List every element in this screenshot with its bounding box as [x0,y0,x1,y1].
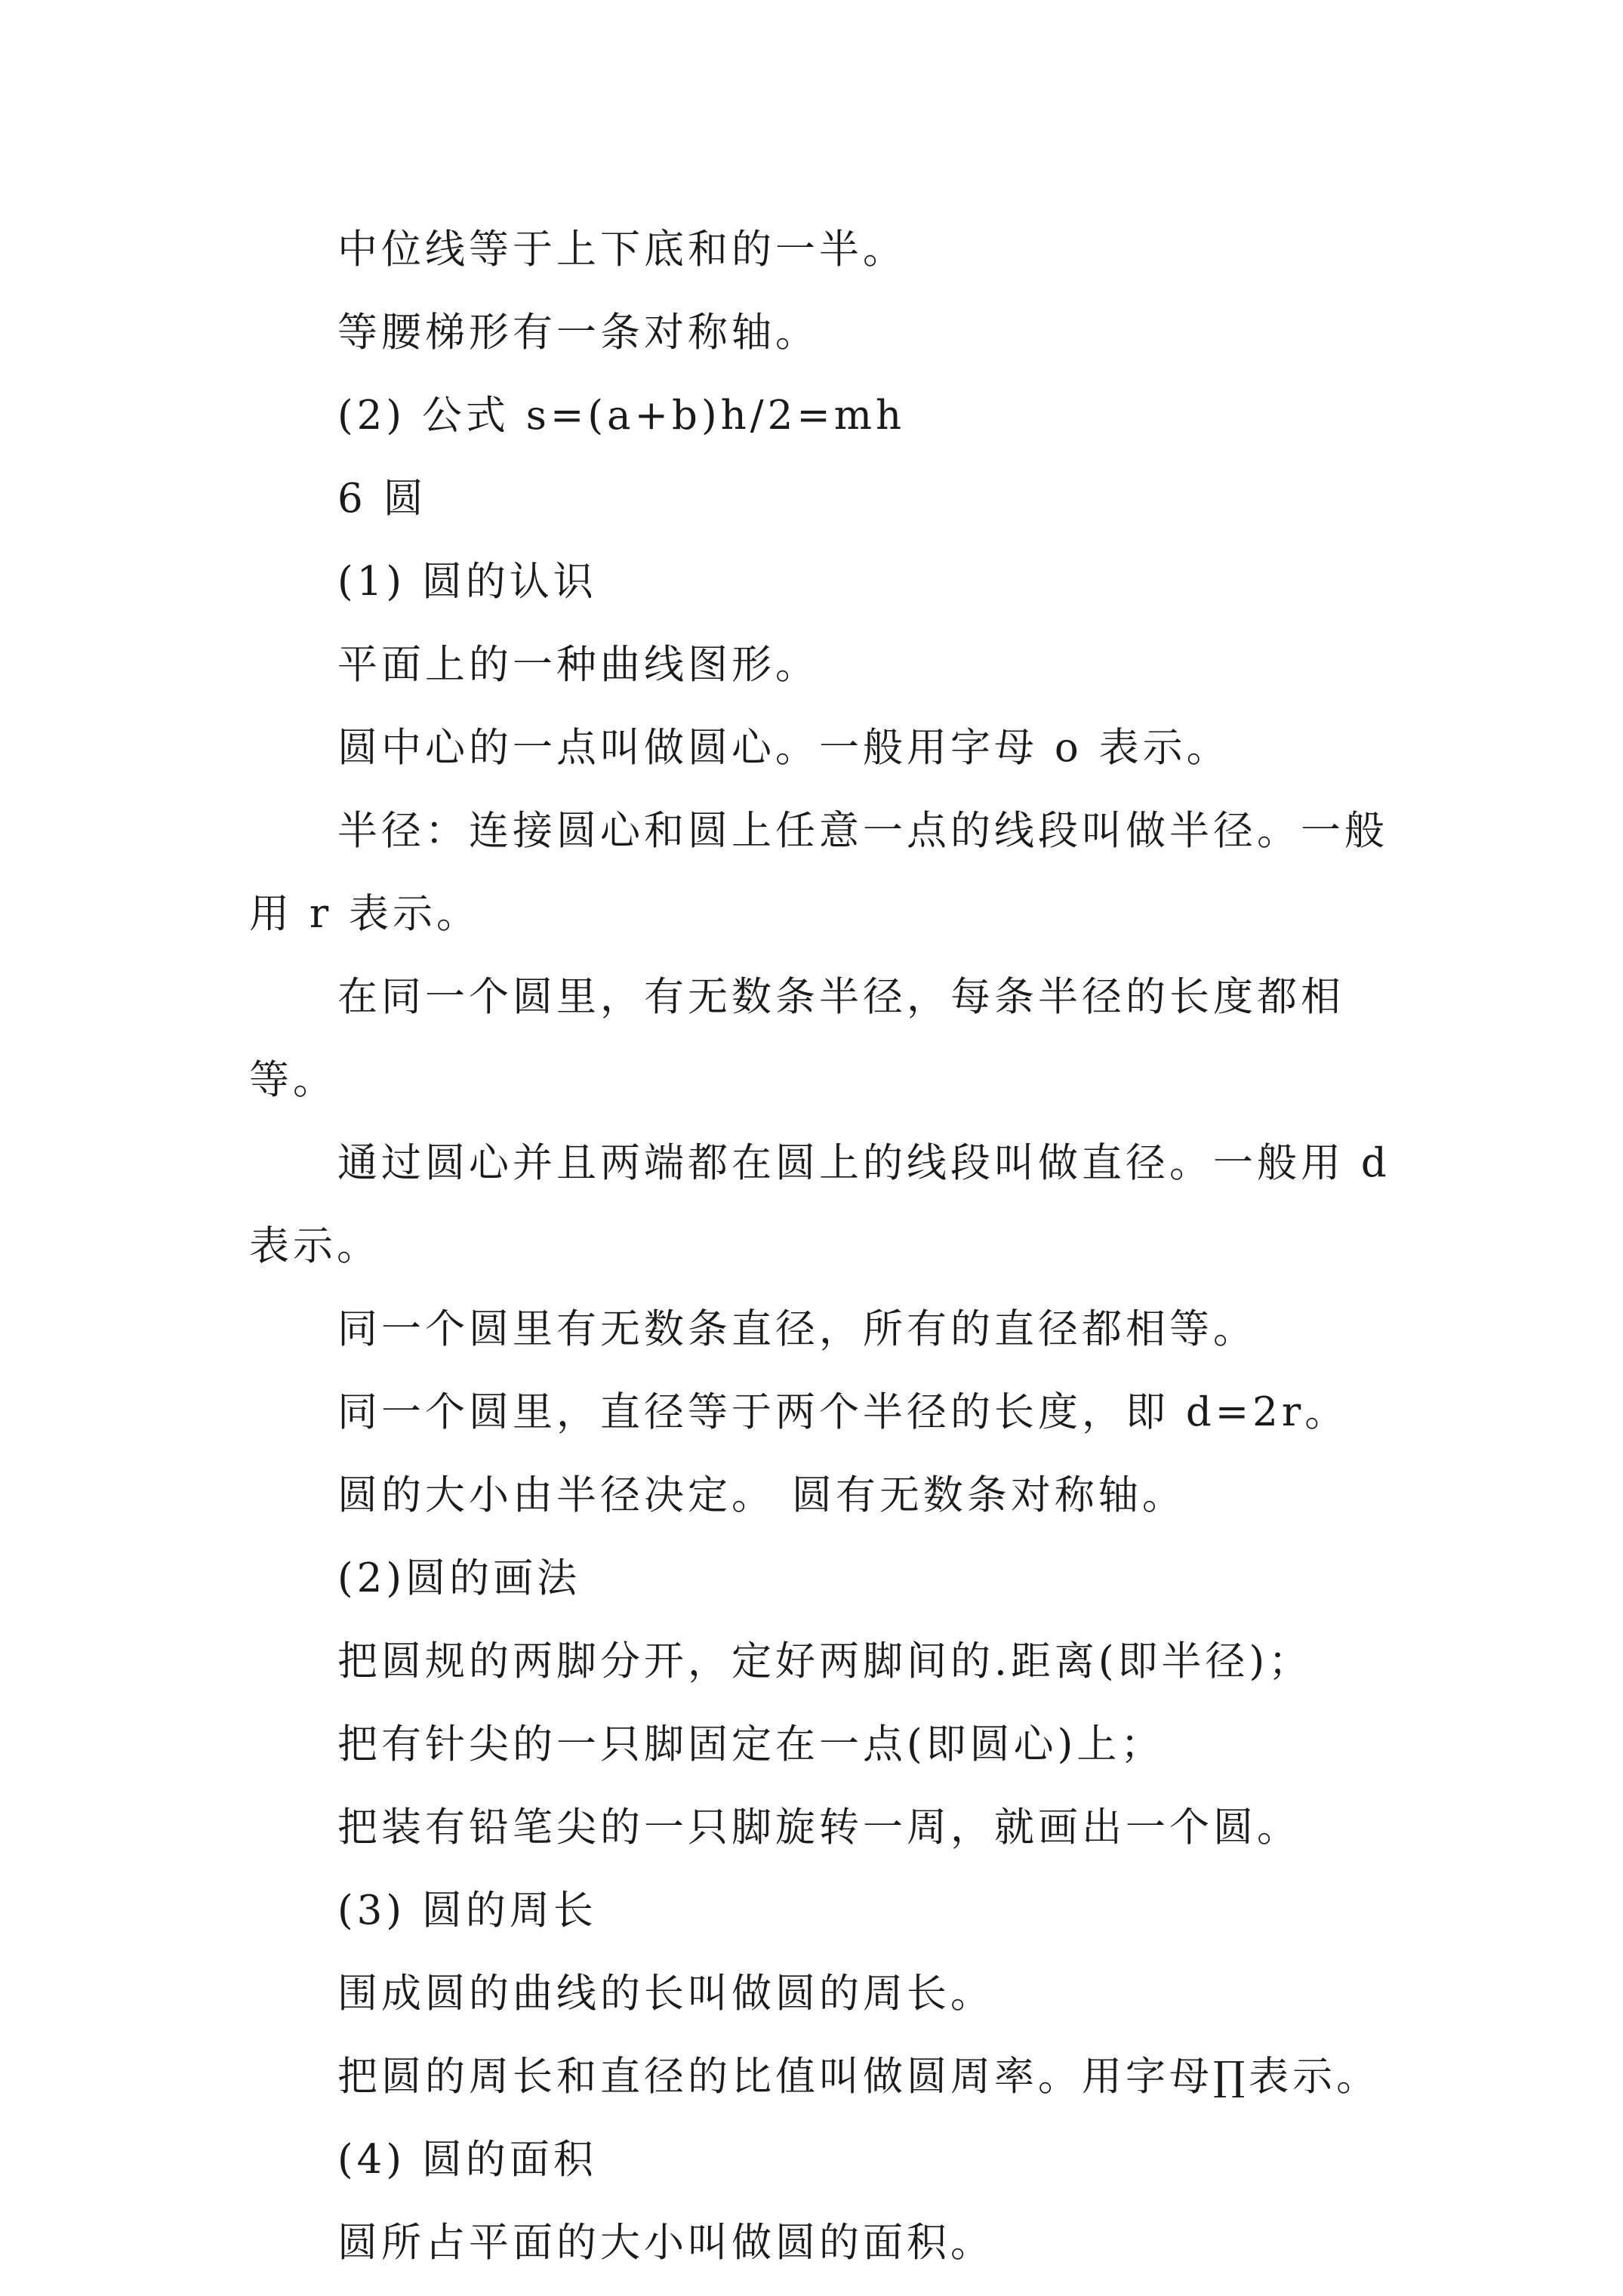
paragraph-pi-definition: 把圆的周长和直径的比值叫做圆周率。用字母∏表示。 [337,2054,1381,2100]
paragraph-center: 圆中心的一点叫做圆心。一般用字母 o 表示。 [337,725,1230,771]
section-heading-circle: 6 圆 [337,476,427,522]
paragraph-isosceles-axis: 等腰梯形有一条对称轴。 [337,310,819,356]
paragraph-diameter-radius-relation: 同一个圆里，直径等于两个半径的长度，即 d=2r。 [337,1389,1349,1435]
paragraph-curve-shape: 平面上的一种曲线图形。 [337,642,819,688]
paragraph-radius-definition: 半径：连接圆心和圆上任意一点的线段叫做半径。一般用 r 表示。 [249,808,1388,937]
subheading-drawing-method: (2)圆的画法 [337,1555,581,1601]
paragraph-diameter-count: 同一个圆里有无数条直径，所有的直径都相等。 [337,1306,1257,1352]
paragraph-drawing-step-2: 把有针尖的一只脚固定在一点(即圆心)上； [337,1721,1165,1767]
paragraph-median-line: 中位线等于上下底和的一半。 [337,227,907,273]
paragraph-drawing-step-3: 把装有铅笔尖的一只脚旋转一周，就画出一个圆。 [337,1804,1301,1851]
paragraph-size-and-axis: 圆的大小由半径决定。 圆有无数条对称轴。 [337,1472,1186,1518]
subheading-circle-recognition: (1) 圆的认识 [337,559,597,605]
paragraph-circumference-definition: 围成圆的曲线的长叫做圆的周长。 [337,1971,994,2017]
paragraph-radius-count: 在同一个圆里，有无数条半径，每条半径的长度都相等。 [249,974,1344,1103]
paragraph-drawing-step-1: 把圆规的两脚分开，定好两脚间的.距离(即半径)； [337,1638,1313,1684]
subheading-area: (4) 圆的面积 [337,2137,597,2183]
document-body [249,208,1419,2285]
paragraph-area-definition: 圆所占平面的大小叫做圆的面积。 [337,2220,994,2266]
paragraph-diameter-definition: 通过圆心并且两端都在圆上的线段叫做直径。一般用 d 表示。 [249,1140,1390,1269]
subheading-circumference: (3) 圆的周长 [337,1888,597,1934]
paragraph-trapezoid-formula: (2) 公式 s=(a+b)h/2=mh [337,393,906,439]
